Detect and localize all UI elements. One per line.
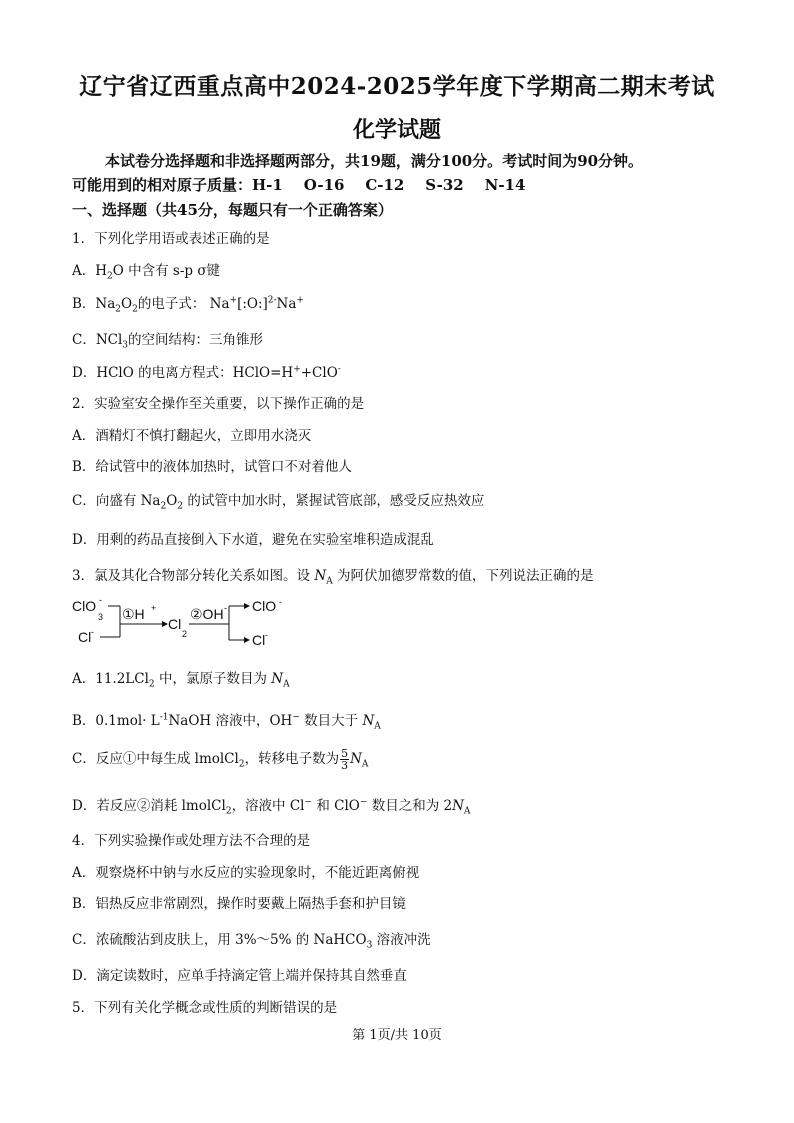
question-1-stem: 1．下列化学用语或表述正确的是 xyxy=(72,231,270,247)
q3-b-n: N xyxy=(362,713,375,729)
q3-c-n: N xyxy=(350,751,362,767)
q1-d-pre: D．HClO 的电离方程式：HClO=H xyxy=(72,365,294,381)
q3-b-nsub: A xyxy=(374,721,381,732)
q4-option-a: A．观察烧杯中钠与水反应的实验现象时，不能近距离俯视 xyxy=(72,865,420,881)
question-5-stem: 5．下列有关化学概念或性质的判断错误的是 xyxy=(72,1000,338,1016)
q4-c-sub: 3 xyxy=(366,940,373,951)
q3-d-n: N xyxy=(452,798,464,814)
diagram-arrowhead-top xyxy=(244,603,250,609)
q3-option-d xyxy=(72,794,470,817)
section-heading: 一、选择题（共45分，每题只有一个正确答案） xyxy=(72,201,393,219)
q2-option-b: B．给试管中的液体加热时，试管口不对着他人 xyxy=(72,459,352,475)
q2-option-c xyxy=(72,489,484,512)
page-subtitle: 化学试题 xyxy=(352,117,441,143)
q3-stem-na: N xyxy=(314,568,327,584)
q3-d-sup2: − xyxy=(359,797,368,808)
q3-a-nsub: A xyxy=(283,679,290,690)
question-4-stem: 4．下列实验操作或处理方法不合理的是 xyxy=(72,833,311,849)
chlorine-conversion-diagram xyxy=(72,595,302,651)
q3-c-sub: 2 xyxy=(238,759,245,770)
q1-b-charge: 2- xyxy=(267,295,277,306)
q3-stem-pre: 3．氯及其化合物部分转化关系如图。设 xyxy=(72,568,315,584)
q3-b-pre: B．0.1mol· L xyxy=(72,713,160,729)
q3-a-mid: 中，氯原子数目为 xyxy=(154,671,272,687)
q3-stem-post: 为阿伏加德罗常数的值，下列说法正确的是 xyxy=(332,568,594,584)
q1-option-d xyxy=(72,361,341,381)
diagram-cl-out-sup: - xyxy=(265,630,268,640)
q1-option-b xyxy=(72,292,304,315)
q1-b-pre: B．Na xyxy=(72,296,116,312)
q3-d-mid2: 和 ClO xyxy=(312,798,360,814)
q3-d-pre: D．若反应②消耗 lmolCl xyxy=(72,798,226,814)
q1-d-mid: +ClO xyxy=(300,365,338,381)
q1-c-post: 的空间结构：三角锥形 xyxy=(128,332,264,348)
q1-b-sub1: 2 xyxy=(115,304,122,315)
diagram-cl-minus-sup: - xyxy=(91,627,94,637)
q1-option-a xyxy=(72,259,220,282)
q1-a-post: O 中含有 s-p σ键 xyxy=(112,263,221,279)
q2-option-d: D．用剩的药品直接倒入下水道，避免在实验室堆积造成混乱 xyxy=(72,532,434,548)
q3-c-nsub: A xyxy=(361,759,369,770)
q3-c-pre: C．反应①中每生成 lmolCl xyxy=(72,751,239,767)
q3-b-mid2: 数目大于 xyxy=(299,713,363,729)
q3-option-c xyxy=(72,747,368,771)
q1-b-peroxide-bracket: [:O:] xyxy=(237,296,268,312)
diagram-clo3: ClO xyxy=(72,598,97,614)
q2-option-a: A．酒精灯不慎打翻起火，立即用水浇灭 xyxy=(72,428,312,444)
q3-option-b xyxy=(72,709,381,732)
q3-d-sub: 2 xyxy=(225,806,232,817)
q4-option-d: D．滴定读数时，应单手持滴定管上端并保持其自然垂直 xyxy=(72,968,407,984)
q3-b-sup2: − xyxy=(292,712,300,723)
q3-b-mid: NaOH 溶液中，OH xyxy=(168,713,293,729)
diagram-clo: ClO xyxy=(252,598,277,614)
q4-option-b: B．铝热反应非常剧烈，操作时要戴上隔热手套和护目镜 xyxy=(72,896,406,912)
q4-option-c xyxy=(72,928,431,951)
q3-c-mid: ，转移电子数为 xyxy=(244,751,340,767)
q1-a-sub: 2 xyxy=(107,271,113,282)
q2-c-sub2: 2 xyxy=(177,501,184,512)
q3-c-denominator: 3 xyxy=(341,759,349,772)
q3-a-sub: 2 xyxy=(148,679,155,690)
q1-b-mid: O xyxy=(121,296,133,312)
q3-b-sup: -1 xyxy=(159,712,169,723)
q1-b-sub2: 2 xyxy=(132,304,138,315)
diagram-cl-out: Cl xyxy=(252,632,266,648)
q1-b-na1: Na xyxy=(209,296,230,312)
diagram-step1: ①H xyxy=(122,606,145,622)
q2-c-sub1: 2 xyxy=(160,501,167,512)
diagram-step2-sup: - xyxy=(224,603,227,613)
diagram-clo3-sup: - xyxy=(99,595,102,605)
q1-c-sub: 3 xyxy=(122,340,129,351)
q2-c-pre: C．向盛有 Na xyxy=(72,493,161,509)
diagram-clo-sup: - xyxy=(279,597,282,607)
exam-intro: 本试卷分选择题和非选择题两部分，共19题，满分100分。考试时间为90分钟。 xyxy=(105,152,644,170)
q3-c-fraction xyxy=(340,748,349,771)
q3-a-n: N xyxy=(271,671,284,687)
q1-c-pre: C．NCl xyxy=(72,332,123,348)
question-3-stem xyxy=(72,564,594,587)
q3-d-mid: ，溶液中 Cl xyxy=(231,798,305,814)
q3-option-a xyxy=(72,667,290,690)
atomic-mass-line: 可能用到的相对原子质量：H-1 O-16 C-12 S-32 N-14 xyxy=(72,176,526,194)
q1-a-pre: A．H xyxy=(72,263,108,279)
question-2-stem: 2．实验室安全操作至关重要，以下操作正确的是 xyxy=(72,396,365,412)
q2-c-post: 的试管中加水时，紧握试管底部，感受反应热效应 xyxy=(183,493,485,509)
q1-d-sup1: + xyxy=(293,364,301,375)
q4-c-post: 溶液冲洗 xyxy=(372,932,431,948)
diagram-cl2: Cl xyxy=(168,616,182,632)
q1-d-sup2: - xyxy=(337,364,341,375)
q1-b-na2: Na xyxy=(276,296,297,312)
diagram-cl2-sub: 2 xyxy=(182,629,188,639)
diagram-clo3-sub: 3 xyxy=(98,612,104,622)
q1-option-c xyxy=(72,328,263,351)
q3-c-numerator: 5 xyxy=(341,747,349,760)
diagram-step1-sup: + xyxy=(151,603,157,613)
diagram-arrowhead-bottom xyxy=(244,637,250,643)
q1-b-na1-sup: + xyxy=(229,295,238,306)
q4-c-pre: C．浓硫酸沾到皮肤上，用 3%～5% 的 NaHCO xyxy=(72,932,367,948)
q1-b-na2-sup: + xyxy=(296,295,304,306)
q3-a-pre: A．11.2LCl xyxy=(72,671,149,687)
q2-c-mid: O xyxy=(166,493,178,509)
diagram-step2: ②OH xyxy=(190,606,224,622)
page-title: 辽宁省辽西重点高中2024-2025学年度下学期高二期末考试 xyxy=(79,73,715,100)
page-footer: 第 1页/共 10页 xyxy=(352,1028,442,1043)
q3-stem-na-sub: A xyxy=(326,576,333,587)
diagram-cl-minus: Cl xyxy=(78,629,92,645)
q3-d-mid3: 数目之和为 2 xyxy=(367,798,453,814)
q3-d-nsub: A xyxy=(463,806,471,817)
q1-b-post: 的电子式： xyxy=(137,296,206,312)
q3-d-sup1: − xyxy=(304,797,313,808)
